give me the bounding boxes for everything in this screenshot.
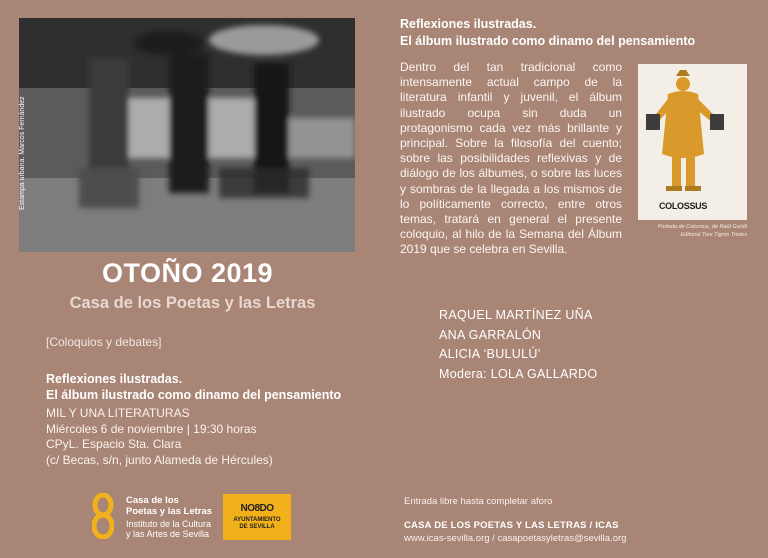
event-series: MIL Y UNA LITERATURAS [46, 406, 190, 420]
description-title [400, 16, 695, 50]
event-location: CPyL. Espacio Sta. Clara [46, 437, 182, 451]
event-title [46, 371, 341, 403]
ayuntamiento-logo [223, 494, 291, 540]
logo-text-line: AYUNTAMIENTO [233, 517, 281, 523]
organizer: CASA DE LOS POETAS Y LAS LETRAS / ICAS [404, 520, 619, 531]
description-body: Dentro del tan tradicional como intensamente actual campo de la literatura infantil y juvenil, el álbum ilustrado ocupa sin duda un protagonismo cada vez más brillante y principal. Sobre la filosofía del cuento; sobre las posibilidades reflexivas y de diálogo de los álbumes, o sobre las luces y sombras de la llegada a los mismos de lo políticamente correcto, entre otros temas, tratará en general el presente coloquio, al hilo de la Semana del Álbum 2019 que se celebra en Sevilla. [400, 60, 622, 257]
colossus-figure-illustration [638, 64, 747, 220]
speaker-name: RAQUEL MARTÍNEZ UÑA [439, 308, 593, 322]
moderator-label: Modera: [439, 366, 491, 381]
logo-text-line: Instituto de la Cultura [126, 519, 212, 529]
ayuntamiento-text [223, 517, 291, 531]
cover-title: COLOSSUS [658, 201, 708, 211]
event-address: (c/ Becas, s/n, junto Alameda de Hércules) [46, 452, 273, 467]
logo-text-line: Casa de los [126, 495, 179, 506]
logo-text-line: DE SEVILLA [239, 524, 275, 530]
description-title-line: Reflexiones ilustradas. [400, 17, 537, 31]
season-title: OTOÑO 2019 [101, 258, 274, 288]
event-title-line: El álbum ilustrado como dinamo del pensamiento [46, 388, 342, 402]
photo-credit: Estampa urbana. Marcos Fernández [19, 96, 26, 210]
book-cover [638, 64, 747, 220]
cover-caption-line: Portada de Colussus, de Raúl Guridi [657, 224, 747, 230]
cover-caption-line: Editorial Tres Tigres Tristes [680, 231, 747, 238]
speaker-name: ANA GARRALÓN [439, 327, 542, 342]
speaker-name: ALICIA ‘BULULÚ’ [439, 347, 541, 361]
moderator-name: LOLA GALLARDO [490, 366, 598, 381]
street-photo [19, 18, 355, 252]
moderator-line [439, 365, 597, 385]
description-title-line: El álbum ilustrado como dinamo del pensamiento [400, 34, 696, 48]
event-category: [Coloquios y debates] [46, 335, 162, 349]
cover-caption [628, 224, 747, 239]
logo-text-line: y las Artes de Sevilla [126, 529, 210, 539]
icas-logo-text [126, 519, 211, 539]
free-entry-note: Entrada libre hasta completar aforo [404, 496, 553, 507]
casa-poetas-logo-text [126, 496, 212, 517]
venue-title: Casa de los Poetas y las Letras [69, 294, 316, 312]
logo-text-line: Poetas y las Letras [126, 505, 213, 517]
street-photo-illustration [19, 18, 355, 252]
casa-poetas-logo-icon [92, 493, 114, 539]
contact-links[interactable]: www.icas-sevilla.org / casapoetasyletras@sevilla.org [404, 533, 627, 544]
event-title-line: Reflexiones ilustradas. [46, 372, 183, 386]
speaker-list [439, 306, 597, 384]
event-datetime: Miércoles 6 de noviembre | 19:30 horas [46, 421, 257, 436]
no8do-mark: NO8DO [240, 503, 274, 514]
event-details [46, 406, 273, 468]
